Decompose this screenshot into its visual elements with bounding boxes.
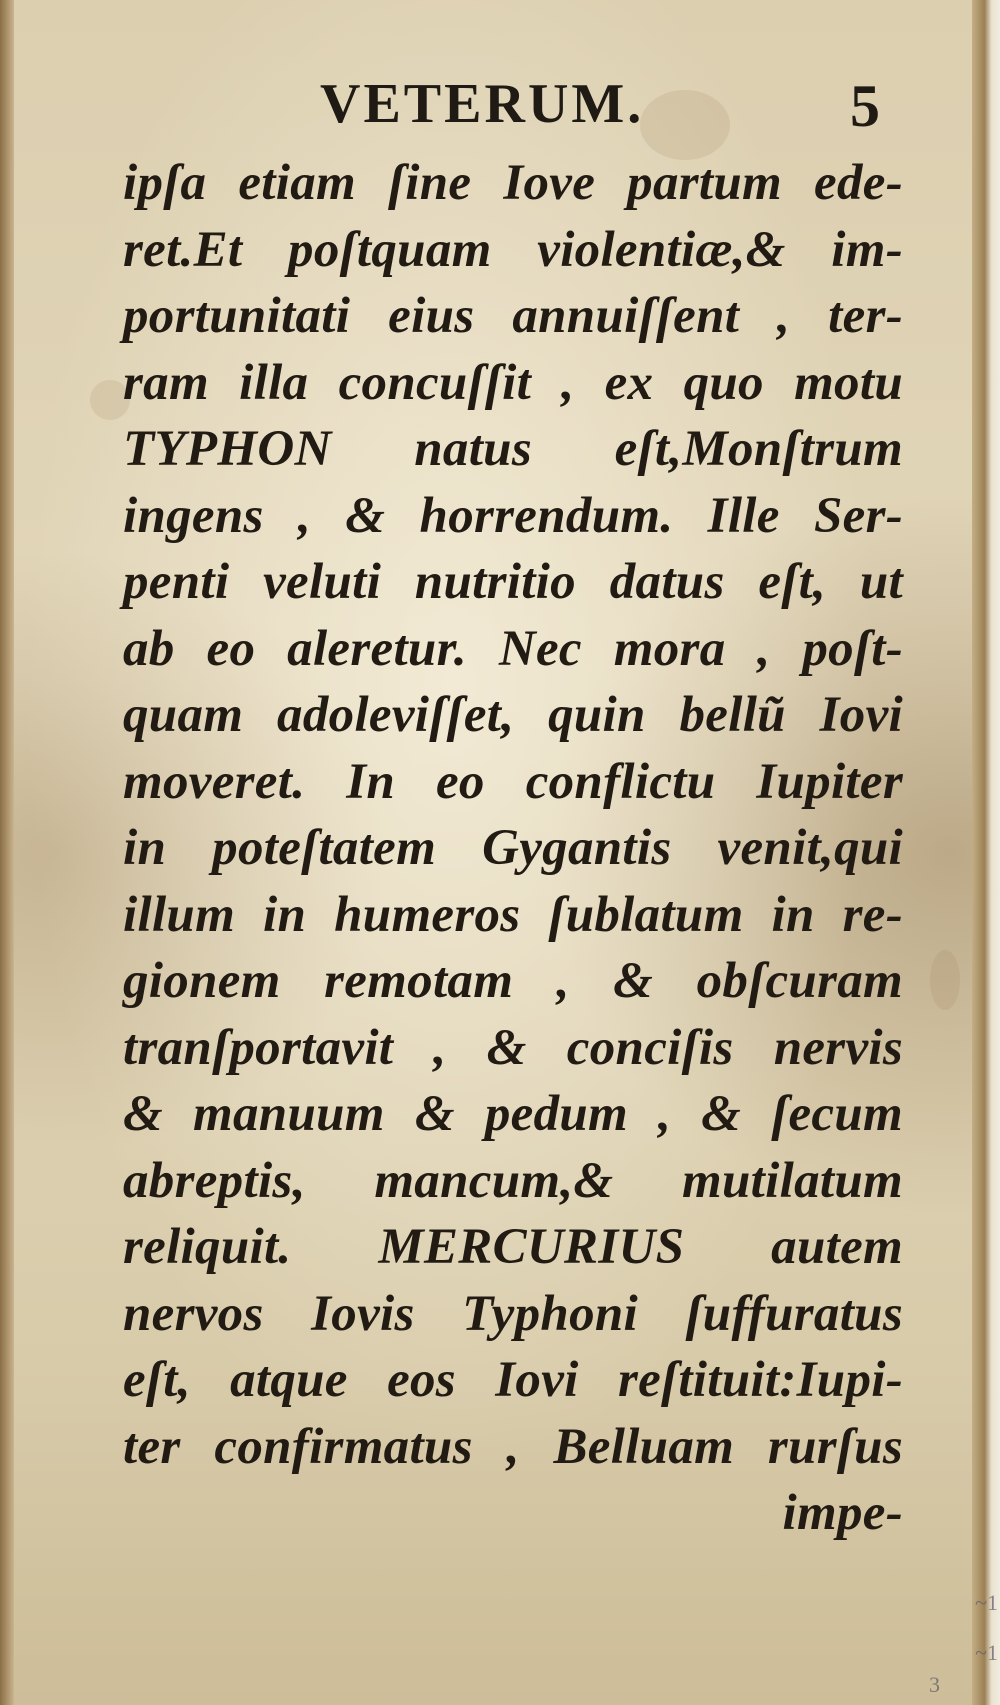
text-line: penti veluti nutritio datus eſt, ut: [123, 554, 903, 610]
catchword: impe-: [782, 1485, 903, 1541]
text-line: gionem remotam , & obſcuram: [123, 953, 903, 1009]
page-gutter-shadow: [0, 0, 14, 1705]
text-line: eſt, atque eos Iovi reſtituit:Iupi-: [123, 1352, 903, 1408]
body-text: [123, 150, 903, 1547]
text-line: moveret. In eo conflictu Iupiter: [123, 753, 903, 810]
text-line: tranſportavit , & conciſis nervis: [123, 1019, 903, 1076]
text-line: portunitati eius annuiſſent , ter-: [123, 288, 903, 344]
text-line: illum in humeros ſublatum in re-: [123, 886, 903, 943]
text-line: quam adoleviſſet, quin bellũ Iovi: [123, 687, 903, 743]
text-line: ipſa etiam ſine Iove partum ede-: [123, 155, 903, 211]
text-line: & manuum & pedum , & ſecum: [123, 1086, 903, 1142]
running-head: VETERUM.: [320, 73, 645, 135]
text-line: ram illa concuſſit , ex quo motu: [123, 354, 903, 411]
margin-mark: 3: [929, 1672, 940, 1697]
margin-mark: ~1: [975, 1590, 998, 1615]
paper-stain: [930, 950, 960, 1010]
text-line: reliquit. MERCURIUS autem: [123, 1219, 903, 1275]
page-edge: [972, 0, 1000, 1705]
text-line: ret.Et poſtquam violentiæ,& im-: [123, 221, 903, 278]
margin-mark: ~1: [975, 1640, 998, 1665]
text-line: ab eo aleretur. Nec mora , poſt-: [123, 620, 903, 677]
text-line: ingens , & horrendum. Ille Ser-: [123, 487, 903, 544]
text-line: in poteſtatem Gygantis venit,qui: [123, 820, 903, 876]
page-header: [0, 72, 1000, 152]
text-line: nervos Iovis Typhoni ſuffuratus: [123, 1285, 903, 1342]
text-line: ter confirmatus , Belluam rurſus: [123, 1418, 903, 1475]
text-line: abreptis, mancum,& mutilatum: [123, 1152, 903, 1209]
text-line: TYPHON natus eſt,Monſtrum: [123, 421, 903, 477]
page-number: 5: [850, 73, 880, 139]
